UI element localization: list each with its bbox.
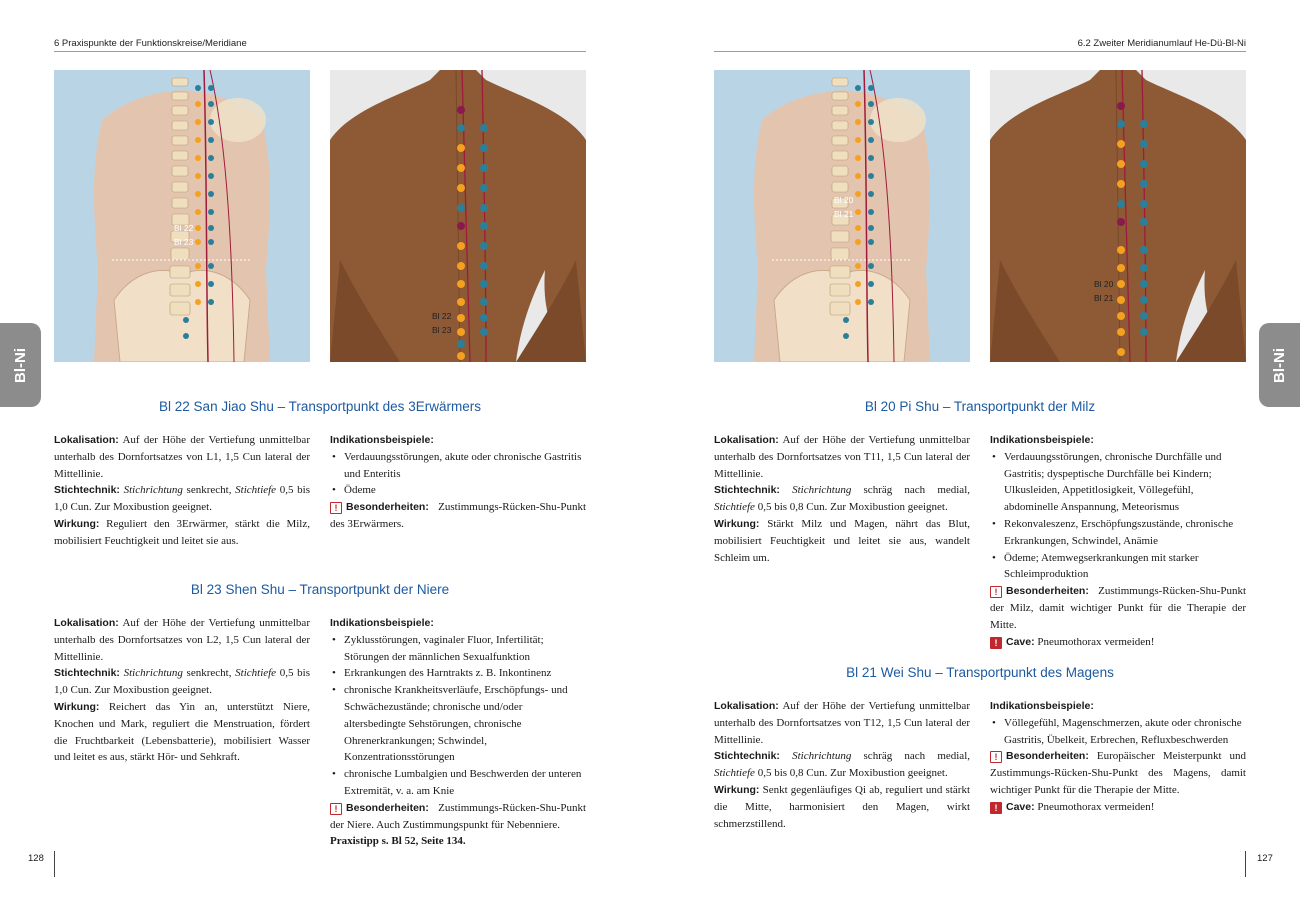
list-item: • chronische Krankheitsverläufe, Erschöpfungs- und Schwächezustände; chronische und/oder altersbedingte Sehstörungen, chronische Ohrenerkrankungen; Schwindel, Konzentrationsstörungen [330,682,586,766]
skin-label-2: Bl 21 [1094,293,1114,303]
header-rule [54,51,586,52]
section-heading-bl22: Bl 22 San Jiao Shu – Transportpunkt des 3Erwärmers [159,399,481,414]
skin-label-1: Bl 22 [432,311,452,321]
bl21-right-column: Indikationsbeispiele: • Völlegefühl, Magenschmerzen, akute oder chronische Gastritis, Übelkeit, Erbrechen, Refluxbeschwerden ! Besonderheiten: Europäischer Meisterpunkt und Zustimmungs-Rücken-Shu-Punkt des Magens, damit wichtiger Punkt für die Therapie der Mitte. ! Cave: Pneumothorax vermeiden! [990,698,1246,816]
page-number: 128 [28,853,44,864]
skin-back-photo [330,70,586,362]
list-item: • Verdauungsstörungen, chronische Durchfälle und Gastritis; dyspeptische Durchfälle bei Kindern; Ulkusleiden, Appetitlosigkeit, Völlegefühl, abdominelle Anspannung, Meteorismus [990,449,1246,516]
warning-box-icon: ! [330,803,342,815]
bl20-left-column: Lokalisation: Auf der Höhe der Vertiefung unmittelbar unterhalb des Dornfortsatzes von T11, 1,5 Cun lateral der Mittellinie. Stichtechnik: Stichrichtung schräg nach medial, Stichtiefe 0,5 bis 0,8 Cun. Zur Moxibustion geeignet. Wirkung: Stärkt Milz und Magen, nährt das Blut, mobilisiert Feuchtigkeit und leitet sie aus, wandelt Schleim um. [714,434,970,564]
right-page [650,0,1300,909]
skeleton-label-2: Bl 21 [834,209,854,219]
skeleton-label-1: Bl 22 [174,223,194,233]
page-number: 127 [1257,853,1273,864]
running-head: 6.2 Zweiter Meridianumlauf He-Dü-Bl-Ni [1077,38,1246,49]
skeleton-back-illustration [714,70,970,362]
list-item: • Ödeme [330,482,586,499]
skeleton-label-1: Bl 20 [834,195,854,205]
list-item: • Rekonvaleszenz, Erschöpfungszustände, chronische Erkrankungen, Schwindel, Anämie [990,516,1246,550]
bl23-left-column: Lokalisation: Auf der Höhe der Vertiefung unmittelbar unterhalb des Dornfortsatzes von L2, 1,5 Cun lateral der Mittellinie. Stichtechnik: Stichrichtung senkrecht, Stichtiefe 0,5 bis 1,0 Cun. Zur Moxibustion geeignet. Wirkung: Reichert das Yin an, unterstützt Niere, Knochen und Mark, reguliert die Menstruation, fördert die Fruchtbarkeit (Lebensbatterie), mobilisiert Wasser und leitet es aus, stärkt Hör- und Sehkraft. [54,617,311,764]
section-tab: Bl-Ni [0,323,41,407]
warning-filled-icon: ! [990,802,1002,814]
bl22-right-column: Indikationsbeispiele: • Verdauungsstörungen, akute oder chronische Gastritis und Enteritis • Ödeme ! Besonderheiten: Zustimmungs-Rücken-Shu-Punkt des 3Erwärmers. [330,432,586,533]
list-item: • chronische Lumbalgien und Beschwerden der unteren Extremität, v. a. am Knie [330,766,586,800]
skin-back-photo [990,70,1246,362]
section-tab: Bl-Ni [1259,323,1300,407]
skeleton-back-illustration [54,70,310,362]
skeleton-label-2: Bl 23 [174,237,194,247]
bl23-right-column: Indikationsbeispiele: • Zyklusstörungen, vaginaler Fluor, Infertilität; Störungen der männlichen Sexualfunktion • Erkrankungen des Harntrakts z. B. Inkontinenz • chronische Krankheitsverläufe, Erschöpfungs- und Schwächezustände; chronische und/oder altersbedingte Sehstörungen, chronische Ohrenerkrankungen; Schwindel, Konzentrationsstörungen • chronische Lumbalgien und Beschwerden der unteren Extremität, v. a. am Knie ! Besonderheiten: Zustimmungs-Rücken-Shu-Punkt der Niere. Auch Zustimmungspunkt für Nebenniere. Praxistipp s. Bl 52, Seite 134. [330,615,586,850]
warning-box-icon: ! [330,502,342,514]
skin-label-1: Bl 20 [1094,279,1114,289]
skin-label-2: Bl 23 [432,325,452,335]
running-head: 6 Praxispunkte der Funktionskreise/Meridiane [54,38,247,49]
section-heading-bl20: Bl 20 Pi Shu – Transportpunkt der Milz [864,399,1096,414]
warning-filled-icon: ! [990,637,1002,649]
warning-box-icon: ! [990,751,1002,763]
list-item: • Zyklusstörungen, vaginaler Fluor, Infertilität; Störungen der männlichen Sexualfunktion [330,632,586,666]
warning-box-icon: ! [990,586,1002,598]
section-heading-bl23: Bl 23 Shen Shu – Transportpunkt der Niere [190,582,450,597]
list-item: • Verdauungsstörungen, akute oder chronische Gastritis und Enteritis [330,449,586,483]
header-rule [714,51,1246,52]
praxistipp-text: Praxistipp s. Bl 52, Seite 134. [330,835,466,848]
bl20-right-column: Indikationsbeispiele: • Verdauungsstörungen, chronische Durchfälle und Gastritis; dyspeptische Durchfälle bei Kindern; Ulkusleiden, Appetitlosigkeit, Völlegefühl, abdominelle Anspannung, Meteorismus • Rekonvaleszenz, Erschöpfungszustände, chronische Erkrankungen, Schwindel, Anämie • Ödeme; Atemwegserkrankungen mit starker Schleimproduktion ! Besonderheiten: Zustimmungs-Rücken-Shu-Punkt der Milz, damit wichtiger Punkt für die Therapie der Mitte. ! Cave: Pneumothorax vermeiden! [990,432,1246,650]
list-item: • Völlegefühl, Magenschmerzen, akute oder chronische Gastritis, Übelkeit, Erbrechen, Refluxbeschwerden [990,715,1246,749]
bl21-left-column: Lokalisation: Auf der Höhe der Vertiefung unmittelbar unterhalb des Dornfortsatzes von T12, 1,5 Cun lateral der Mittellinie. Stichtechnik: Stichrichtung schräg nach medial, Stichtiefe 0,5 bis 0,8 Cun. Zur Moxibustion geeignet. Wirkung: Senkt gegenläufiges Qi ab, reguliert und stärkt die Mitte, harmonisiert den Magen, wirkt schmerzstillend. [714,700,971,830]
footer-rule [54,851,55,877]
footer-rule [1245,851,1246,877]
section-heading-bl21: Bl 21 Wei Shu – Transportpunkt des Magens [846,665,1114,680]
bl22-left-column: Lokalisation: Auf der Höhe der Vertiefung unmittelbar unterhalb des Dornfortsatzes von L1, 1,5 Cun lateral der Mittellinie. Stichtechnik: Stichrichtung senkrecht, Stichtiefe 0,5 bis 1,0 Cun. Zur Moxibustion geeignet. Wirkung: Reguliert den 3Erwärmer, stärkt die Milz, mobilisiert Feuchtigkeit und leitet sie aus. [54,434,311,547]
list-item: • Erkrankungen des Harntrakts z. B. Inkontinenz [330,665,586,682]
list-item: • Ödeme; Atemwegserkrankungen mit starker Schleimproduktion [990,550,1246,584]
